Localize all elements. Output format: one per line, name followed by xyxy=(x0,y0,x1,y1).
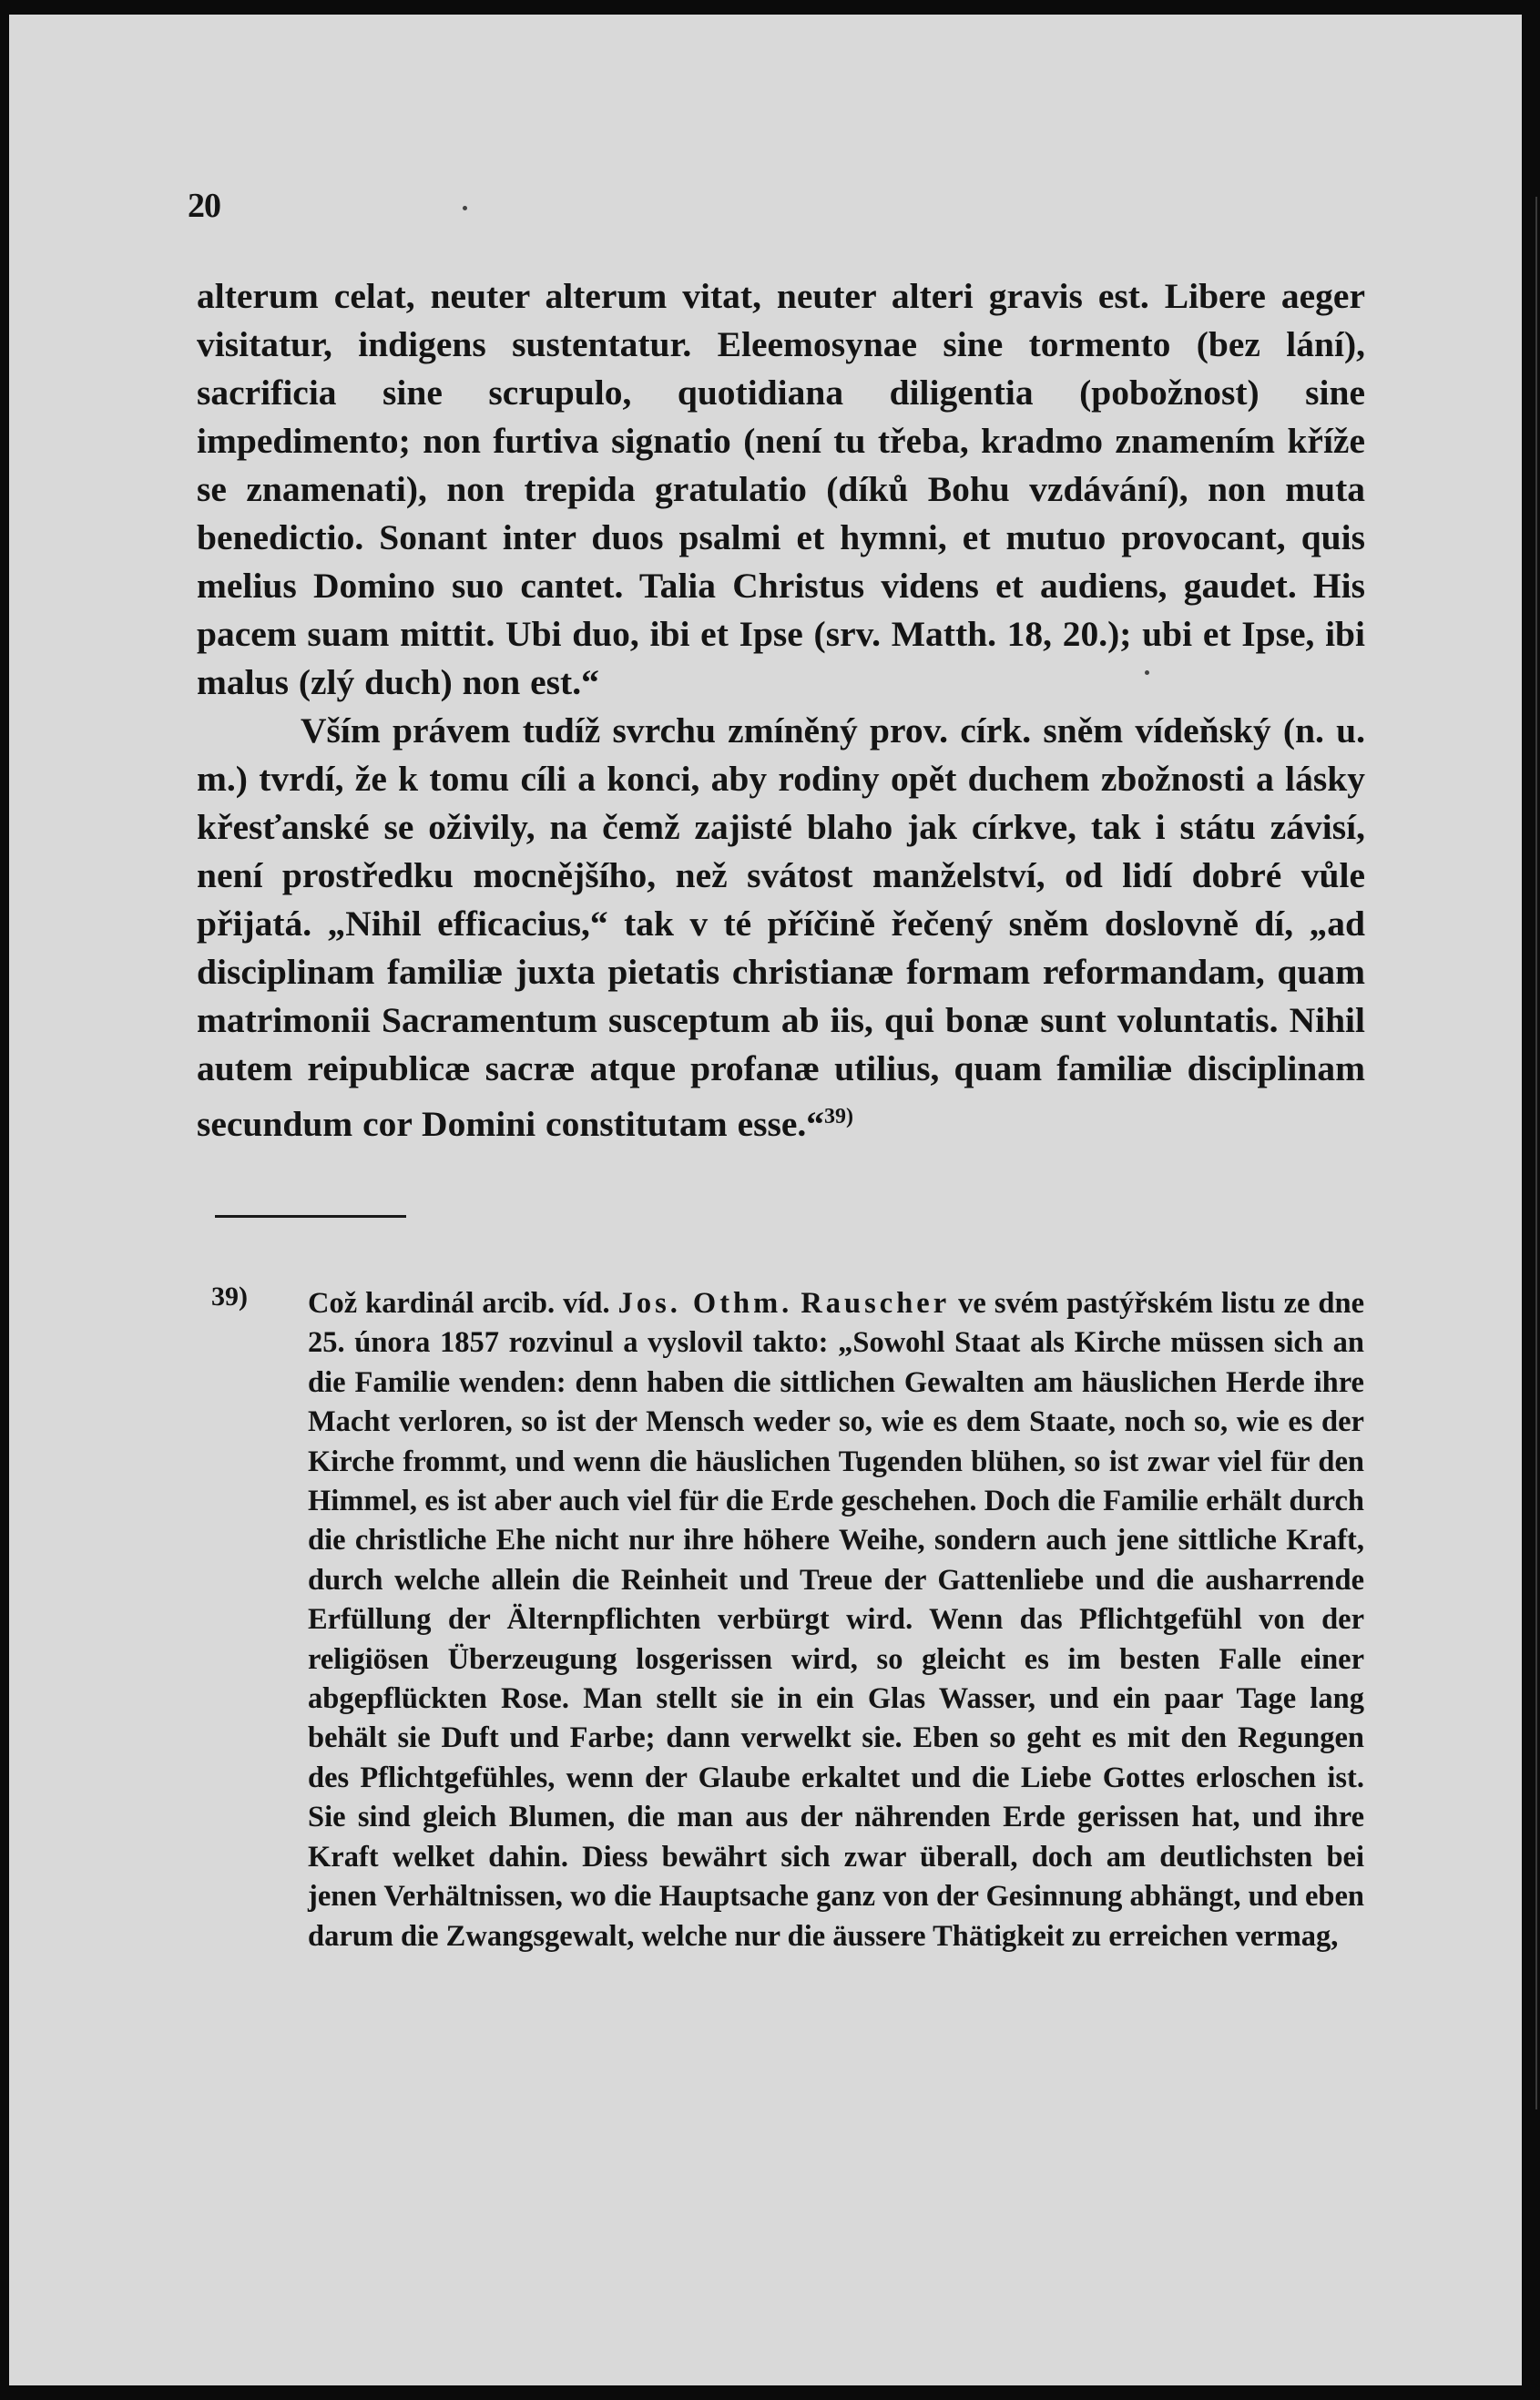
footnote-reference: 39) xyxy=(824,1105,854,1129)
paragraph-1: alterum celat, neuter alterum vitat, neuter alteri gravis est. Libere aeger visitatur, indigens sustentatur. Eleemosynae sine tormento (bez lání), sacrificia sine scrupulo, quotidiana diligentia (pobožnost) sine impedimento; non furtiva signatio (není tu třeba, kradmo znamením kříže se znamenati), non trepida gratulatio (díků Bohu vzdávání), non muta benedictio. Sonant inter duos psalmi et hymni, et mutuo provocant, quis melius Domino suo cantet. Talia Christus videns et audiens, gaudet. His pacem suam mittit. Ubi duo, ibi et Ipse (srv. Matth. 18, 20.); ubi et Ipse, ibi malus (zlý duch) non est.“ xyxy=(197,276,1365,702)
footnote xyxy=(211,1282,1365,1956)
paragraph-2-text: Vším právem tudíž svrchu zmíněný prov. círk. sněm vídeňský (n. u. m.) tvrdí, že k tomu cíli a konci, aby rodiny opět duchem zbožnosti a lásky křesťanské se oživily, na čemž zajisté blaho jak církve, tak i státu závisí, není prostředku mocnějšího, než svátost manželství, od lidí dobré vůle přijatá. „Nihil efficacius,“ tak v té příčině řečený sněm doslovně dí, „ad disciplinam familiæ juxta pietatis christianæ formam reformandam, quam matrimonii Sacramentum susceptum ab iis, qui bonæ sunt voluntatis. Nihil autem reipublicæ sacræ atque profanæ utilius, quam familiæ disciplinam secundum cor Domini constitutam esse.“ xyxy=(197,710,1365,1145)
author-first-names: Jos. Othm. xyxy=(617,1287,793,1320)
footnote-text-a: Což kardinál arcib. víd. xyxy=(308,1287,610,1320)
main-text xyxy=(197,272,1365,1149)
footnote-text-b: ve svém pastýřském listu ze dne 25. února 1857 rozvinul a vyslovil takto: „Sowohl Staat als Kirche müssen sich an die Familie wenden: denn haben die sittlichen Gewalten am häuslichen Herde ihre Macht verloren, so ist der Mensch weder so, wie es dem Staate, noch so, wie es der Kirche frommt, und wenn die häuslichen Tugenden blühen, so ist zwar viel für den Himmel, es ist aber auch viel für die Erde geschehen. Doch die Familie erhält durch die christliche Ehe nicht nur ihre höhere Weihe, sondern auch jene sittliche Kraft, durch welche allein die Reinheit und Treue der Gattenliebe und die ausharrende Erfüllung der Älternpflichten verbürgt wird. Wenn das Pflichtgefühl von der religiösen Überzeugung losgerissen wird, so gleicht es im besten Falle einer abgepflückten Rose. Man stellt sie in ein Glas Wasser, und ein paar Tage lang behält sie Duft und Farbe; dann verwelkt sie. Eben so geht es mit den Regungen des Pflichtgefühles, wenn der Glaube erkaltet und die Liebe Gottes erloschen ist. Sie sind gleich Blumen, die man aus der nährenden Erde gerissen hat, und ihre Kraft welket dahin. Diess bewährt sich zwar überall, doch am deutlichsten bei jenen Verhältnissen, wo die Hauptsache ganz von der Gesinnung abhängt, und eben darum die Zwangsgewalt, welche nur die äussere Thätigkeit zu erreichen vermag, xyxy=(308,1287,1365,1953)
speck-mark xyxy=(463,206,467,210)
footnote-marker: 39) xyxy=(211,1282,248,1312)
book-page xyxy=(9,15,1522,2385)
footnote-divider xyxy=(215,1215,406,1218)
page-number: 20 xyxy=(188,187,220,225)
author-surname: Rauscher xyxy=(801,1287,951,1320)
page-edge xyxy=(1535,197,1540,2109)
paragraph-2 xyxy=(197,707,1365,1149)
footnote-text xyxy=(308,1284,1364,1956)
